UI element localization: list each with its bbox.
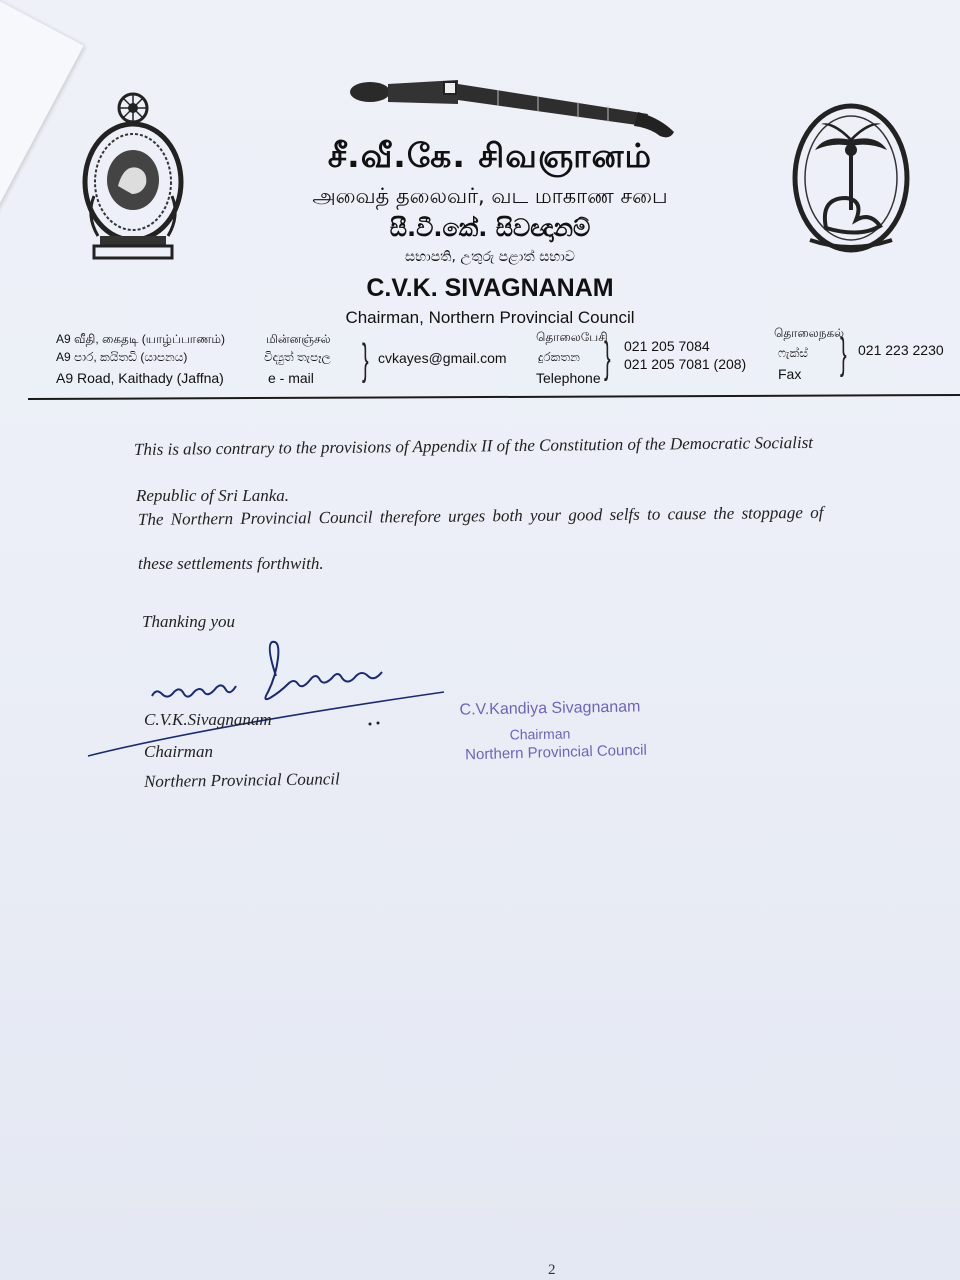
northern-province-emblem-icon bbox=[788, 100, 914, 256]
body-line-2: Republic of Sri Lanka. bbox=[136, 486, 289, 505]
fax-label-english: Fax bbox=[778, 366, 802, 382]
sinhala-title: සභාපති, උතුරු පළාත් සභාව bbox=[405, 249, 575, 265]
sinhala-name: සී.වී.කේ. සිවඥානම් bbox=[389, 214, 591, 242]
fax-number: 021 223 2230 bbox=[858, 342, 944, 358]
phone-label-sinhala: දුරකතන bbox=[538, 350, 580, 364]
stamp-name: C.V.Kandiya Sivagnanam bbox=[459, 698, 641, 719]
sri-lanka-emblem-icon bbox=[78, 86, 188, 264]
letterhead-divider bbox=[28, 394, 960, 400]
address-sinhala: A9 පාර, කයිතඩි (යාපනය) bbox=[56, 350, 188, 364]
underlying-page-edge bbox=[0, 0, 84, 346]
fax-label-tamil: தொலைநகல் bbox=[774, 326, 845, 340]
address-english: A9 Road, Kaithady (Jaffna) bbox=[56, 370, 224, 386]
phone-label-english: Telephone bbox=[536, 370, 601, 386]
email-address: cvkayes@gmail.com bbox=[378, 350, 507, 366]
address-tamil: A9 வீதி, கைதடி (யாழ்ப்பாணம்) bbox=[56, 332, 225, 346]
body-line-1: This is also contrary to the provisions of Appendix II of the Constitution of the Democratic Socialist bbox=[133, 432, 814, 459]
fax-label-sinhala: ෆැක්ස් bbox=[778, 346, 808, 360]
signatory-organisation: Northern Provincial Council bbox=[143, 769, 340, 791]
signatory-title: Chairman bbox=[144, 742, 213, 761]
page-number: 2 bbox=[548, 1262, 556, 1278]
email-brace: } bbox=[362, 335, 369, 384]
tamil-name: சீ.வீ.கே. சிவஞானம் bbox=[327, 136, 653, 175]
email-label-tamil: மின்னஞ்சல் bbox=[266, 332, 331, 346]
phone-label-tamil: தொலைபேசி bbox=[536, 330, 608, 344]
tamil-title: அவைத் தலைவர், வட மாகாண சபை bbox=[312, 184, 668, 208]
phone-number-2: 021 205 7081 (208) bbox=[624, 356, 747, 372]
phone-number-1: 021 205 7084 bbox=[624, 338, 710, 354]
stamp-organisation: Northern Provincial Council bbox=[464, 741, 648, 764]
body-line-3: The Northern Provincial Council therefore urges both your good selfs to cause the stoppage of bbox=[137, 502, 824, 529]
closing-text: Thanking you bbox=[142, 612, 236, 631]
english-title: Chairman, Northern Provincial Council bbox=[345, 308, 635, 327]
english-name: C.V.K. SIVAGNANAM bbox=[366, 274, 614, 302]
email-label-sinhala: විද්‍යුත් තැපෑල bbox=[264, 350, 331, 364]
signatory-name: C.V.K.Sivagnanam bbox=[144, 710, 272, 729]
phone-brace: } bbox=[604, 333, 611, 382]
fax-brace: } bbox=[840, 329, 847, 378]
body-line-4: these settlements forthwith. bbox=[138, 554, 324, 573]
email-label-english: e - mail bbox=[268, 370, 314, 386]
stamp-title: Chairman bbox=[509, 725, 571, 743]
handwritten-signature bbox=[80, 636, 460, 766]
